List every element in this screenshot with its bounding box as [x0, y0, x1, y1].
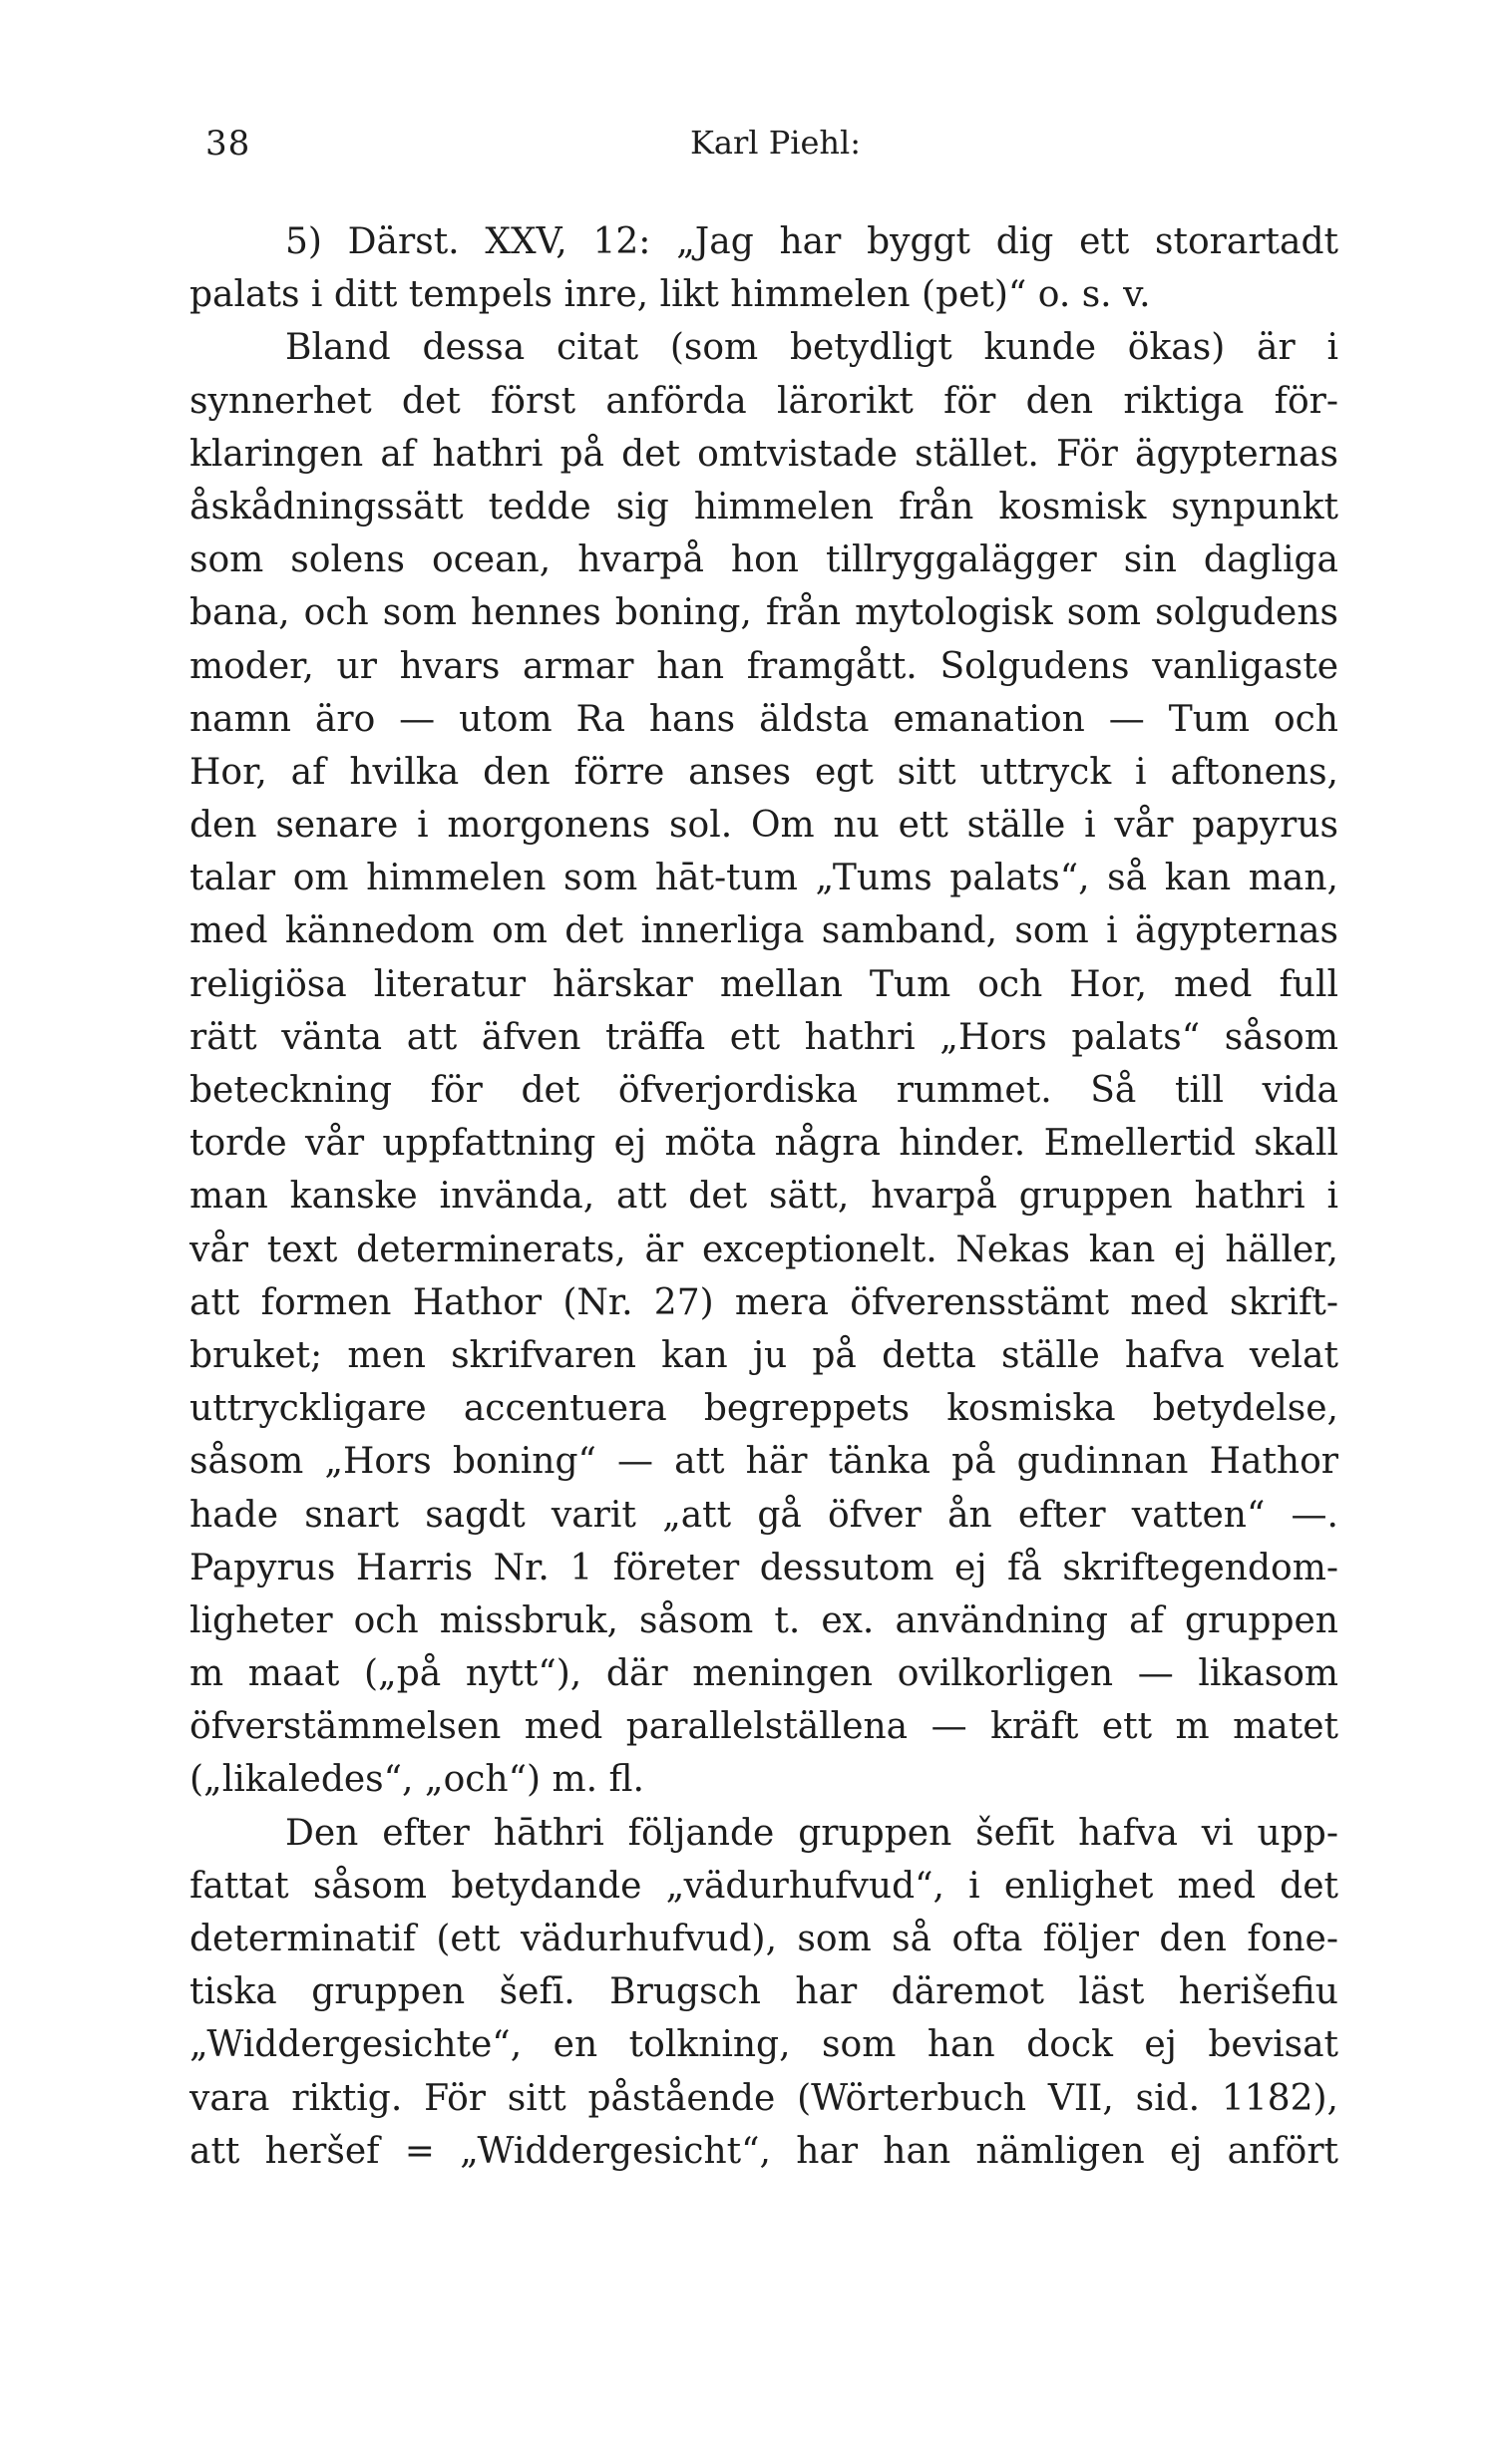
body-text — [189, 215, 1338, 2178]
text-line: talar om himmelen som hāt-tum „Tums palats“, så kan man, — [189, 858, 1338, 899]
text-line: determinatif (ett vädurhufvud), som så ofta följer den fone- — [189, 1919, 1338, 1959]
text-line: palats i ditt tempels inre, likt himmelen (pet)“ o. s. v. — [189, 274, 1151, 316]
text-line: bruket; men skrifvaren kan ju på detta ställe hafva velat — [189, 1334, 1338, 1376]
text-line: rätt vänta att äfven träffa ett hathri „Hors palats“ såsom — [189, 1016, 1338, 1058]
text-line: bana, och som hennes boning, från mytologisk som solgudens — [189, 592, 1338, 634]
text-line: den senare i morgonens sol. Om nu ett ställe i vår papyrus — [189, 805, 1338, 847]
text-line: beteckning för det öfverjordiska rummet. Så till vida — [189, 1070, 1338, 1111]
text-line: att formen Hathor (Nr. 27) mera öfverensstämt med skrift- — [189, 1281, 1338, 1323]
text-line: Den efter hāthri följande gruppen šefīt hafva vi upp- — [285, 1812, 1338, 1854]
text-line: vara riktig. För sitt påstående (Wörterbuch VII, sid. 1182), — [189, 2077, 1338, 2119]
text-line: vår text determinerats, är exceptionelt. Nekas kan ej häller, — [189, 1229, 1338, 1270]
text-line: („likaledes“, „och“) m. fl. — [189, 1759, 644, 1801]
text-line: man kanske invända, att det sätt, hvarpå gruppen hathri i — [189, 1176, 1338, 1218]
text-line: tiska gruppen šefī. Brugsch har däremot läst herišefiu — [189, 1971, 1338, 2013]
text-line: Hor, af hvilka den förre anses egt sitt uttryck i aftonens, — [189, 751, 1338, 793]
text-line: hade snart sagdt varit „att gå öfver ån efter vatten“ —. — [189, 1494, 1338, 1536]
text-line: ligheter och missbruk, såsom t. ex. användning af gruppen — [189, 1599, 1338, 1641]
page-header — [0, 110, 1490, 170]
text-line: synnerhet det först anförda lärorikt för den riktiga för- — [189, 380, 1338, 422]
text-line: som solens ocean, hvarpå hon tillryggalägger sin dagliga — [189, 539, 1338, 581]
text-line: klaringen af hathri på det omtvistade stället. För ägypternas — [189, 433, 1338, 475]
text-line: såsom „Hors boning“ — att här tänka på gudinnan Hathor — [189, 1441, 1338, 1483]
text-line: m maat („på nytt“), där meningen ovilkorligen — likasom — [189, 1653, 1338, 1695]
text-line: fattat såsom betydande „vädurhufvud“, i enlighet med det — [189, 1865, 1338, 1907]
text-line: namn äro — utom Ra hans äldsta emanation — Tum och — [189, 698, 1338, 740]
text-line: Papyrus Harris Nr. 1 företer dessutom ej få skriftegendom- — [189, 1547, 1338, 1588]
text-line: att heršef = „Widdergesicht“, har han nämligen ej anfört — [189, 2130, 1338, 2172]
text-line: „Widdergesichte“, en tolkning, som han dock ej bevisat — [189, 2024, 1338, 2066]
text-line: torde vår uppfattning ej möta några hinder. Emellertid skall — [189, 1123, 1338, 1165]
text-line: öfverstämmelsen med parallelställena — kräft ett m matet — [189, 1706, 1338, 1748]
text-line: åskådningssätt tedde sig himmelen från kosmisk synpunkt — [189, 486, 1338, 528]
text-line: uttryckligare accentuera begreppets kosmiska betydelse, — [189, 1388, 1338, 1430]
text-line: 5) Därst. XXV, 12: „Jag har byggt dig ett storartadt — [285, 221, 1338, 262]
text-line: religiösa literatur härskar mellan Tum och Hor, med full — [189, 963, 1338, 1005]
page-number: 38 — [205, 124, 251, 164]
text-line: med kännedom om det innerliga samband, som i ägypternas — [189, 910, 1338, 952]
running-head: Karl Piehl: — [690, 124, 862, 162]
text-line: Bland dessa citat (som betydligt kunde ökas) är i — [285, 327, 1338, 369]
text-line: moder, ur hvars armar han framgått. Solgudens vanligaste — [189, 645, 1338, 687]
